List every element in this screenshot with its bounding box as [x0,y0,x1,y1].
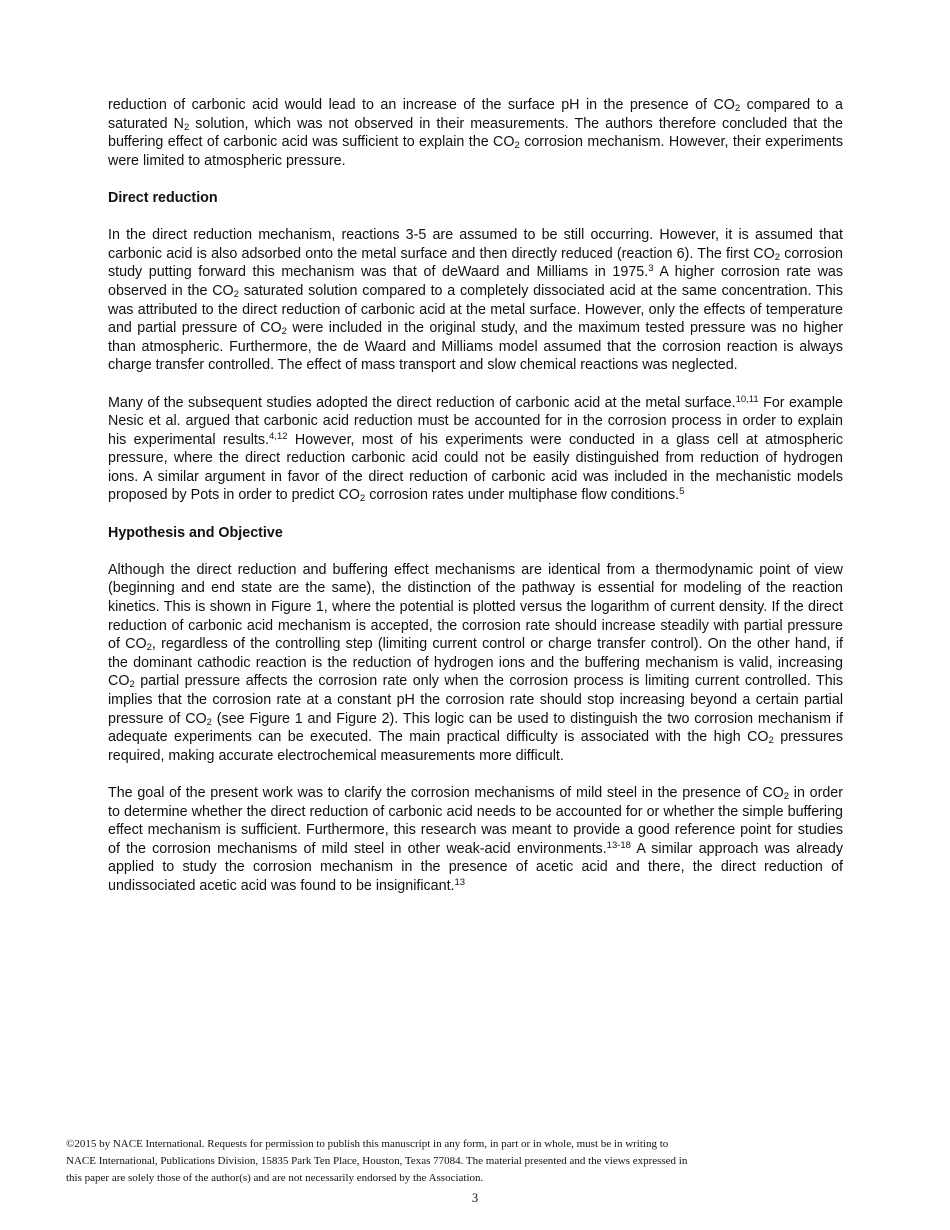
paragraph-objective [108,784,843,896]
text-span: For example Nesic et al. argued that carbonic acid reduction must be accounted for in the corrosion process in order to explain his experimental results. [108,394,844,448]
subscript: 2 [359,493,366,505]
subscript: 2 [129,679,135,691]
text-span: corrosion mechanism. However, their experiments were limited to atmospheric pressure. [108,134,843,169]
footer-line: NACE International, Publications Division, 15835 Park Ten Place, Houston, Texas 77084. The material presented and the views expressed in [66,1155,688,1167]
subscript: 2 [146,642,152,654]
citation-superscript: 10,11 [735,393,759,405]
text-span: A similar approach was already applied to study the corrosion mechanism in the presence of acetic acid and there, the direct reduction of undissociated acetic acid was found to be insignificant. [108,840,843,894]
text-span: , regardless of the controlling step (limiting current control or charge transfer control). On the other hand, if the dominant cathodic reaction is the reduction of hydrogen ions and the buffering mechanism is valid, increasing CO [108,636,843,690]
citation-superscript: 3 [648,263,654,275]
text-span: solution, which was not observed in their measurements. The authors therefore concluded that the buffering effect of carbonic acid was sufficient to explain the CO [108,115,843,151]
subscript: 2 [514,140,520,152]
text-span: corrosion study putting forward this mechanism was that of deWaard and Milliams in 1975. [108,245,843,281]
paragraph-direct-reduction [108,226,843,375]
text-span: pressures required, making accurate electrochemical measurements more difficult. [108,729,843,764]
paragraph-hypothesis [108,561,843,766]
subscript: 2 [183,121,190,133]
footer-line: this paper are solely those of the author(s) and are not necessarily endorsed by the Association. [66,1172,484,1184]
section-heading-hypothesis: Hypothesis and Objective [108,524,283,541]
citation-superscript: 13-18 [606,839,631,851]
text-span: reduction of carbonic acid would lead to an increase of the surface pH in the presence of CO [108,97,735,113]
citation-superscript: 13 [454,876,466,888]
subscript: 2 [783,790,790,802]
subscript: 2 [233,288,239,300]
text-span: in order to determine whether the direct reduction of carbonic acid needs to be accounted for or whether the simple buffering effect mechanism is sufficient. Furthermore, this research was meant to provide a good reference point for studies of the corrosion mechanisms of mild steel in other weak-acid environments. [108,784,843,857]
footer-line: ©2015 by NACE International. Requests for permission to publish this manuscript in any form, in part or in whole, must be in writing to [66,1138,669,1150]
citation-superscript: 5 [679,486,685,498]
text-span: saturated solution compared to a completely dissociated acid at the same concentration. This was attributed to the direct reduction of carbonic acid at the metal surface. However, only the effects of temperature and partial pressure of CO [108,282,843,337]
text-span: A higher corrosion rate was observed in the CO [108,264,844,299]
subscript: 2 [281,326,287,338]
paragraph-buffering-conclusion [108,96,843,170]
subscript: 2 [734,103,741,114]
text-span: Although the direct reduction and buffering effect mechanisms are identical from a thermodynamic point of view (beginning and end state are the same), the distinction of the pathway is essential for modeling of the reaction kinetics. This is shown in Figure 1, where the potential is plotted versus the logarithm of current density. If the direct reduction of carbonic acid mechanism is accepted, the corrosion rate should increase steadily with partial pressure of CO [108,561,843,653]
text-span: partial pressure affects the corrosion rate only when the corrosion process is limiting current controlled. This implies that the corrosion rate at a constant pH the corrosion rate should stop increasing beyond a certain partial pressure of CO [108,673,843,727]
text-span: In the direct reduction mechanism, reactions 3-5 are assumed to be still occurring. However, it is assumed that carbonic acid is also adsorbed onto the metal surface and then directly reduced (reaction 6). The first CO [108,227,843,262]
subscript: 2 [768,735,774,747]
text-span: compared to a saturated N [108,97,843,132]
copyright-footer [66,1136,786,1187]
citation-superscript: 4,12 [269,430,288,442]
text-span: Many of the subsequent studies adopted the direct reduction of carbonic acid at the metal surface. [108,394,736,411]
subscript: 2 [774,251,781,263]
text-span: were included in the original study, and the maximum tested pressure was no higher than atmospheric. Furthermore, the de Waard and Milliams model assumed that the corrosion reaction is always charge transfer controlled. The effect of mass transport and slow chemical reactions was neglected. [108,320,843,374]
text-span: However, most of his experiments were conducted in a glass cell at atmospheric pressure, where the direct reduction carbonic acid could not be easily distinguished from reduction of hydrogen ions. A similar argument in favor of the direct reduction of carbonic acid was included in the mechanistic models proposed by Pots in order to predict CO [108,431,844,504]
text-span: (see Figure 1 and Figure 2). This logic can be used to distinguish the two corrosion mechanism if adequate experiments can be executed. The main practical difficulty is associated with the high CO [108,710,843,746]
page-number: 3 [471,1191,479,1205]
body-text [108,96,843,914]
text-span: The goal of the present work was to clarify the corrosion mechanisms of mild steel in the presence of CO [108,784,784,801]
section-heading-direct-reduction: Direct reduction [108,189,218,206]
text-span: corrosion rates under multiphase flow conditions. [365,487,680,504]
subscript: 2 [206,716,212,728]
paragraph-subsequent-studies [108,394,843,506]
